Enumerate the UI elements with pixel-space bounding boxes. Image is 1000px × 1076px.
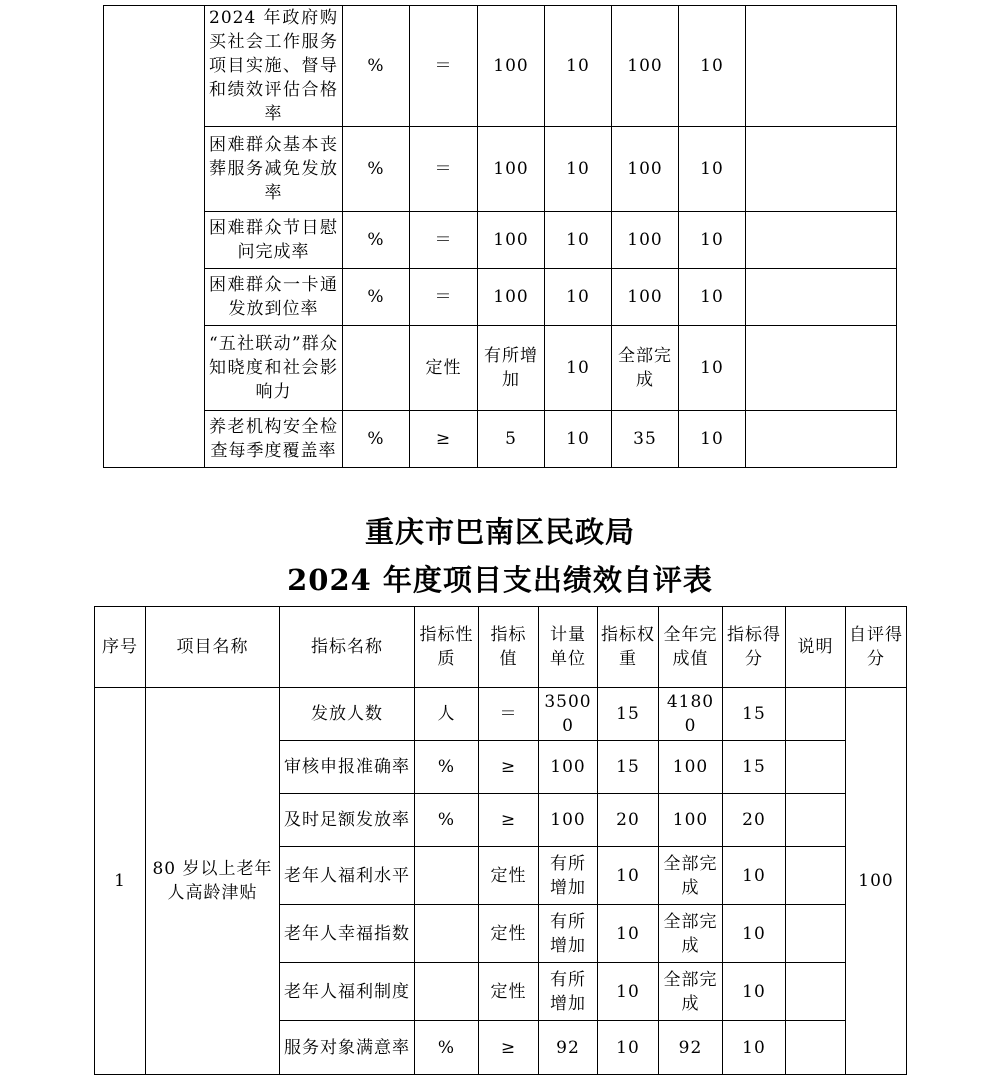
actual-cell: 全部完成 [659,905,723,963]
table-row [104,127,897,212]
actual-cell: 100 [612,6,679,127]
score-cell: 10 [679,212,746,269]
indicator-name: 发放人数 [280,688,415,741]
unit-cell: 有所增加 [539,905,598,963]
note-cell [746,269,897,326]
unit-cell: % [343,127,410,212]
target-cell: 100 [478,269,545,326]
value-cell: 定性 [479,905,539,963]
header-actual: 全年完成值 [659,607,723,688]
header-value: 指标值 [479,607,539,688]
target-cell: 100 [478,127,545,212]
page-subtitle: 2024 年度项目支出绩效自评表 [287,563,713,597]
indicator-name: 服务对象满意率 [280,1021,415,1075]
note-cell [746,6,897,127]
actual-cell: 41800 [659,688,723,741]
score-cell: 15 [723,741,786,794]
unit-cell: 有所增加 [539,963,598,1021]
note-cell [746,326,897,411]
table-row [104,326,897,411]
header-score: 指标得分 [723,607,786,688]
table-header-row [95,607,907,688]
score-cell: 10 [679,326,746,411]
unit-cell [343,326,410,411]
evaluation-table [94,606,907,1075]
weight-cell: 10 [545,411,612,468]
table-row [95,688,907,741]
weight-cell: 10 [545,212,612,269]
score-cell: 10 [679,411,746,468]
project-name-cell: 80 岁以上老年人高龄津贴 [146,688,280,1075]
header-project: 项目名称 [146,607,280,688]
weight-cell: 10 [545,326,612,411]
indicator-name: 困难群众基本丧葬服务减免发放率 [205,127,343,212]
score-cell: 10 [723,905,786,963]
note-cell [746,212,897,269]
nature-cell: % [415,741,479,794]
indicator-name: “五社联动”群众知晓度和社会影响力 [205,326,343,411]
operator-cell: ＝ [410,212,478,269]
header-nature: 指标性质 [415,607,479,688]
top-table [103,5,897,468]
value-cell: ＝ [479,688,539,741]
unit-cell: % [343,6,410,127]
table-row [104,6,897,127]
indicator-name: 及时足额发放率 [280,794,415,847]
note-cell [786,794,846,847]
score-cell: 10 [723,847,786,905]
unit-cell: 92 [539,1021,598,1075]
indicator-name: 老年人福利制度 [280,963,415,1021]
actual-cell: 100 [659,794,723,847]
value-cell: ≥ [479,1021,539,1075]
weight-cell: 15 [598,688,659,741]
note-cell [746,127,897,212]
weight-cell: 10 [598,963,659,1021]
actual-cell: 100 [612,212,679,269]
weight-cell: 10 [598,847,659,905]
unit-cell: % [343,212,410,269]
note-cell [786,688,846,741]
indicator-name: 困难群众一卡通发放到位率 [205,269,343,326]
unit-cell: % [343,269,410,326]
note-cell [746,411,897,468]
self-score-cell: 100 [846,688,907,1075]
nature-cell: % [415,1021,479,1075]
table-row [104,269,897,326]
score-cell: 20 [723,794,786,847]
operator-cell: ＝ [410,127,478,212]
actual-cell: 全部完成 [659,847,723,905]
actual-cell: 100 [612,127,679,212]
actual-cell: 全部完成 [659,963,723,1021]
actual-cell: 全部完成 [612,326,679,411]
operator-cell: ≥ [410,411,478,468]
indicator-name: 养老机构安全检查每季度覆盖率 [205,411,343,468]
score-cell: 10 [679,6,746,127]
header-note: 说明 [786,607,846,688]
header-unit: 计量单位 [539,607,598,688]
indicator-name: 2024 年政府购买社会工作服务项目实施、督导和绩效评估合格率 [205,6,343,127]
nature-cell: 人 [415,688,479,741]
actual-cell: 100 [659,741,723,794]
table-row [104,411,897,468]
value-cell: 定性 [479,963,539,1021]
weight-cell: 20 [598,794,659,847]
nature-cell [415,963,479,1021]
actual-cell: 100 [612,269,679,326]
note-cell [786,741,846,794]
continued-seq-cell [104,6,205,468]
operator-cell: ＝ [410,6,478,127]
target-cell: 有所增加 [478,326,545,411]
unit-cell: 有所增加 [539,847,598,905]
header-weight: 指标权重 [598,607,659,688]
target-cell: 5 [478,411,545,468]
score-cell: 15 [723,688,786,741]
unit-cell: % [343,411,410,468]
header-self-score: 自评得分 [846,607,907,688]
value-cell: ≥ [479,794,539,847]
header-indicator: 指标名称 [280,607,415,688]
seq-cell: 1 [95,688,146,1075]
nature-cell: % [415,794,479,847]
actual-cell: 92 [659,1021,723,1075]
score-cell: 10 [723,1021,786,1075]
score-cell: 10 [723,963,786,1021]
weight-cell: 10 [545,269,612,326]
indicator-name: 审核申报准确率 [280,741,415,794]
unit-cell: 100 [539,741,598,794]
score-cell: 10 [679,269,746,326]
header-seq: 序号 [95,607,146,688]
weight-cell: 10 [598,905,659,963]
note-cell [786,847,846,905]
weight-cell: 10 [545,127,612,212]
table-row [104,212,897,269]
nature-cell [415,847,479,905]
score-cell: 10 [679,127,746,212]
weight-cell: 10 [598,1021,659,1075]
note-cell [786,963,846,1021]
target-cell: 100 [478,6,545,127]
nature-cell [415,905,479,963]
value-cell: ≥ [479,741,539,794]
indicator-name: 困难群众节日慰问完成率 [205,212,343,269]
weight-cell: 10 [545,6,612,127]
note-cell [786,905,846,963]
indicator-name: 老年人福利水平 [280,847,415,905]
operator-cell: 定性 [410,326,478,411]
unit-cell: 100 [539,794,598,847]
page-title: 重庆市巴南区民政局 [364,515,635,549]
target-cell: 100 [478,212,545,269]
unit-cell: 35000 [539,688,598,741]
indicator-name: 老年人幸福指数 [280,905,415,963]
note-cell [786,1021,846,1075]
value-cell: 定性 [479,847,539,905]
actual-cell: 35 [612,411,679,468]
weight-cell: 15 [598,741,659,794]
operator-cell: ＝ [410,269,478,326]
